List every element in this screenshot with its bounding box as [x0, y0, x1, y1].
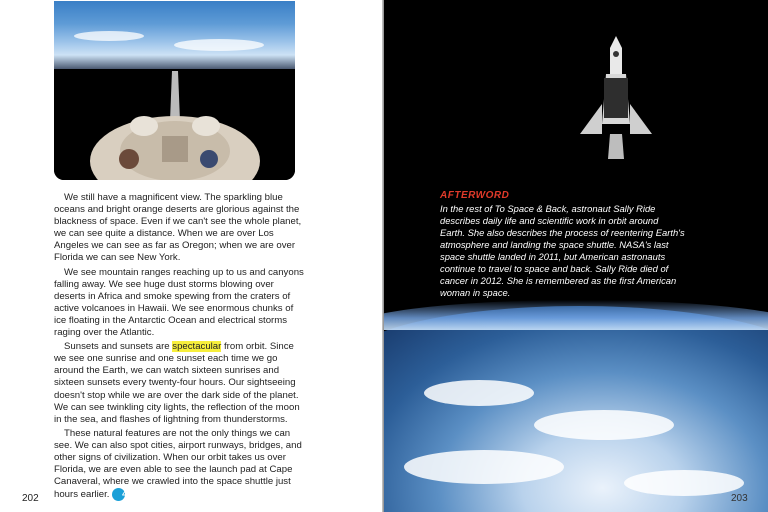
- highlighted-word[interactable]: spectacular: [172, 341, 222, 353]
- afterword-box: [440, 190, 685, 299]
- cloud-shape: [624, 470, 744, 496]
- page-number-right: 203: [731, 493, 748, 504]
- paragraph-1: We still have a magnificent view. The sparkling blue oceans and bright orange deserts are glorious against the blackness of space. Even if we can't see the whole planet, we can see quite a distance. When we are over Los Angeles we can see as far as Oregon; when we are over Florida we can see New York.: [54, 192, 302, 264]
- afterword-text: In the rest of To Space & Back, astronaut Sally Ride describes daily life and scientific work in orbit around Earth. She also describes the process of reentering Earth's atmosphere and landing the space shuttle. NASA's last space shuttle landed in 2011, but American astronauts continue to travel to space and back. Sally Ride died of cancer in 2012. She is remembered as the first American woman in space.: [440, 203, 685, 298]
- page-number-left: 202: [22, 493, 39, 504]
- p3-text-before: Sunsets and sunsets are: [64, 341, 173, 353]
- cloud-shape: [534, 410, 674, 440]
- cloud-shape: [404, 450, 564, 484]
- space-shuttle-image: [576, 34, 656, 164]
- cloud-shape: [424, 380, 534, 406]
- shuttle-cockpit-photo: [54, 1, 295, 180]
- question-number-badge[interactable]: 4: [112, 488, 125, 501]
- paragraph-3: [54, 341, 304, 426]
- body-text: [54, 192, 304, 503]
- afterword-title: AFTERWORD: [440, 190, 510, 201]
- atmosphere-glow: [384, 300, 768, 330]
- p3-text-after: from orbit. Since we see one sunrise and one sunset each time we go around the Earth, we can watch sixteen sunrises and sixteen sunsets every twenty-four hours. Our sightseeing doesn't stop while we are over the dark side of the planet. We can see twinkling city lights, the reflection of the moon in the sea, and flashes of lightning from thunderstorms.: [54, 341, 300, 425]
- paragraph-4: [54, 428, 304, 502]
- paragraph-2: We see mountain ranges reaching up to us and canyons falling away. We see huge dust storms blowing over deserts in Africa and smoke spewing from the craters of active volcanoes in Hawaii. We see enormous chunks of ice floating in the Antarctic Ocean and electrical storms raging over the Atlantic.: [54, 266, 304, 339]
- p4-text: These natural features are not the only things we can see. We can also spot cities, airport runways, bridges, and other signs of civilization. When our orbit takes us over Florida, we are even able to see the launch pad at Cape Canaveral, where we crawled into the space shuttle just hours earlier.: [54, 427, 302, 501]
- shuttle-nose-illustration: [54, 1, 295, 180]
